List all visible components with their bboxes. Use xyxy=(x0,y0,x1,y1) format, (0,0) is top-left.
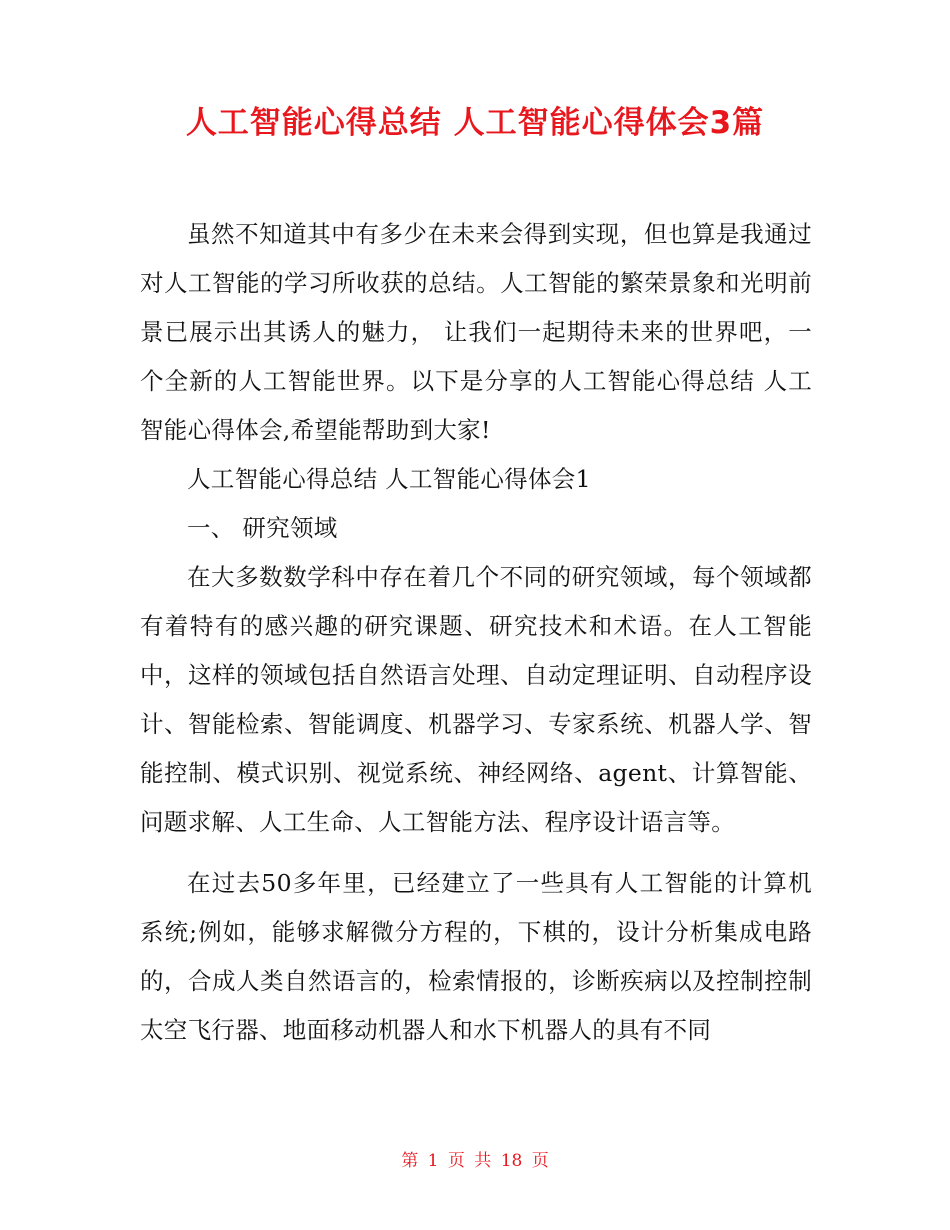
paragraph-intro: 虽然不知道其中有多少在未来会得到实现，但也算是我通过对人工智能的学习所收获的总结。人工智能的繁荣景象和光明前景已展示出其诱人的魅力， 让我们一起期待未来的世界吧，一个全新的人工智能世界。以下是分享的人工智能心得总结 人工智能心得体会,希望能帮助到大家! xyxy=(140,220,812,444)
section-heading-1: 人工智能心得总结 人工智能心得体会1 xyxy=(187,465,591,493)
paragraph-past-50-years: 在过去50多年里，已经建立了一些具有人工智能的计算机系统;例如，能够求解微分方程的，下棋的，设计分析集成电路的，合成人类自然语言的，检索情报的，诊断疾病以及控制控制太空飞行器、地面移动机器人和水下机器人的具有不同 xyxy=(140,869,812,1044)
paragraph-research-fields: 在大多数数学科中存在着几个不同的研究领域，每个领域都有着特有的感兴趣的研究课题、研究技术和术语。在人工智能中，这样的领域包括自然语言处理、自动定理证明、自动程序设计、智能检索、智能调度、机器学习、专家系统、机器人学、智能控制、模式识别、视觉系统、神经网络、agent、计算智能、问题求解、人工生命、人工智能方法、程序设计语言等。 xyxy=(140,563,812,836)
subsection-heading-research-fields: 一、 研究领域 xyxy=(187,514,338,542)
document-title: 人工智能心得总结 人工智能心得体会3篇 xyxy=(185,105,765,141)
document-body xyxy=(140,210,812,1055)
page-number-footer: 第 1 页 共 18 页 xyxy=(401,1151,549,1171)
